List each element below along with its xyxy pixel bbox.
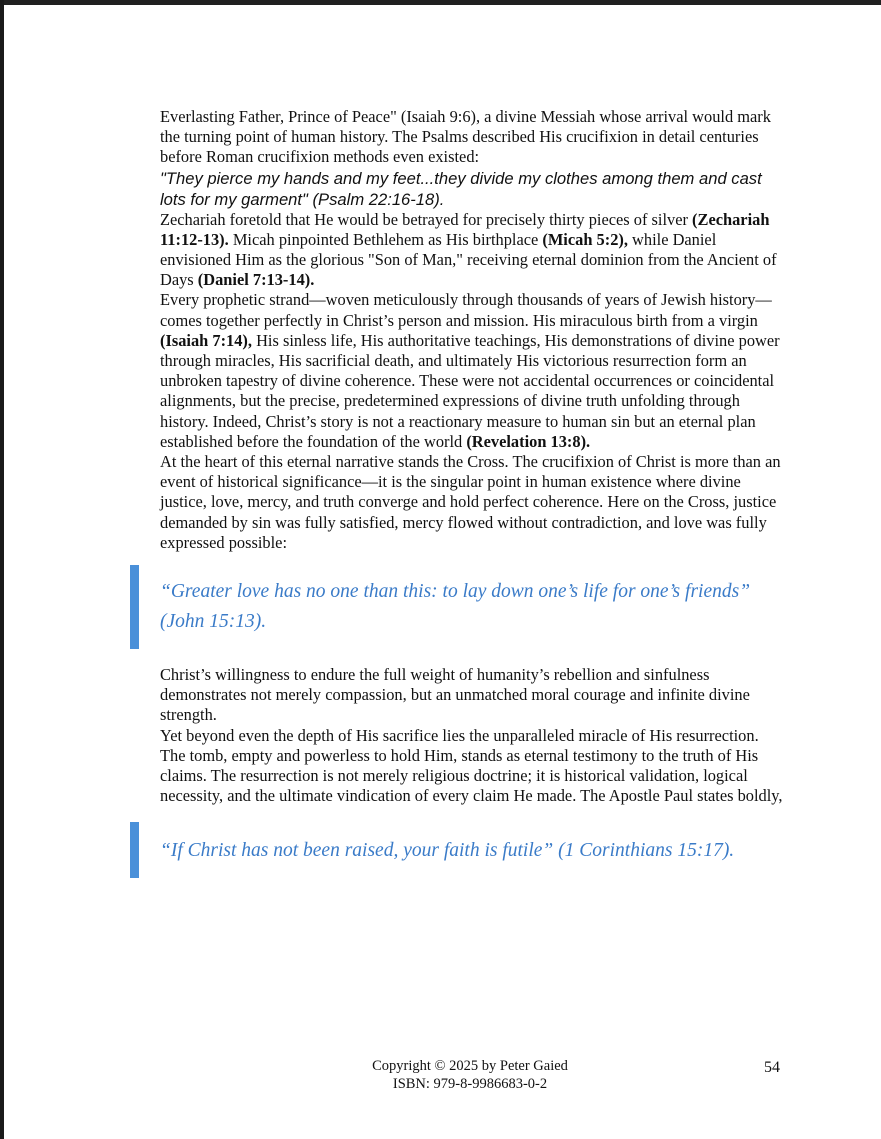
scripture-reference: (Revelation 13:8). bbox=[466, 431, 591, 451]
scripture-reference: (Zechariah 11:12-13). bbox=[160, 209, 770, 249]
quote-bar bbox=[130, 822, 139, 878]
window-left-border bbox=[0, 0, 4, 1139]
page-footer bbox=[300, 1057, 640, 1093]
paragraph-text: Zechariah foretold that He would be betrayed for precisely thirty pieces of silver bbox=[160, 209, 693, 229]
scripture-reference: (Micah 5:2), bbox=[542, 229, 628, 249]
paragraph-text: Micah pinpointed Bethlehem as His birthplace bbox=[228, 229, 543, 249]
blockquote-text: “If Christ has not been raised, your faith is futile” (1 Corinthians 15:17). bbox=[160, 840, 735, 862]
isbn-line: ISBN: 979-8-9986683-0-2 bbox=[392, 1076, 548, 1092]
scripture-reference: (Isaiah 7:14), bbox=[160, 330, 252, 350]
paragraph-text: His sinless life, His authoritative teachings, His demonstrations of divine power through miracles, His sacrificial death, and ultimately His victorious resurrection form an unbroken tapestry of divine coherence. These were not accidental occurrences or coincidental alignments, but the precise, predetermined expressions of divine truth unfolding through history. Indeed, Christ’s story is not a reactionary measure to human sin but an eternal plan established before the foundation of the world bbox=[160, 330, 780, 451]
paragraph-prophetic-strand bbox=[160, 290, 785, 452]
scripture-reference: (Daniel 7:13-14). bbox=[197, 270, 315, 290]
paragraph-willingness: Christ’s willingness to endure the full weight of humanity’s rebellion and sinfulness demonstrates not merely compassion, but an unmatched moral courage and infinite divine strength. bbox=[160, 665, 750, 725]
paragraph-isaiah-intro: Everlasting Father, Prince of Peace" (Isaiah 9:6), a divine Messiah whose arrival would mark the turning point of human history. The Psalms described His crucifixion in detail centuries before Roman crucifixion methods even existed: bbox=[160, 107, 771, 167]
window-top-border bbox=[0, 0, 881, 5]
copyright-line: Copyright © 2025 by Peter Gaied bbox=[372, 1058, 568, 1074]
blockquote-john bbox=[160, 577, 785, 637]
blockquote-text: “Greater love has no one than this: to lay down one’s life for one’s friends” (John 15:13). bbox=[160, 581, 751, 633]
psalm-quote: "They pierce my hands and my feet...they divide my clothes among them and cast lots for my garment" (Psalm 22:16-18). bbox=[160, 168, 762, 209]
paragraph-text: while Daniel envisioned Him as the glorious "Son of Man," receiving eternal dominion from the Ancient of Days bbox=[160, 229, 777, 290]
paragraph-resurrection: Yet beyond even the depth of His sacrifice lies the unparalleled miracle of His resurrection. The tomb, empty and powerless to hold Him, stands as eternal testimony to the truth of His claims. The resurrection is not merely religious doctrine; it is historical validation, logical necessity, and the ultimate vindication of every claim He made. The Apostle Paul states boldly, bbox=[160, 725, 783, 806]
quote-bar bbox=[130, 565, 139, 649]
paragraph-the-cross: At the heart of this eternal narrative stands the Cross. The crucifixion of Christ is more than an event of historical significance—it is the singular point in human existence where divine justice, love, mercy, and truth converge and hold perfect coherence. Here on the Cross, justice demanded by sin was fully satisfied, mercy flowed without contradiction, and love was fully expressed possible: bbox=[160, 452, 781, 552]
paragraph-prophecies bbox=[160, 210, 785, 291]
document-page-body bbox=[160, 107, 785, 866]
paragraph-text: Every prophetic strand—woven meticulously through thousands of years of Jewish history—comes together perfectly in Christ’s person and mission. His miraculous birth from a virgin bbox=[160, 290, 772, 330]
blockquote-corinthians bbox=[160, 836, 785, 866]
page-number: 54 bbox=[764, 1059, 780, 1076]
